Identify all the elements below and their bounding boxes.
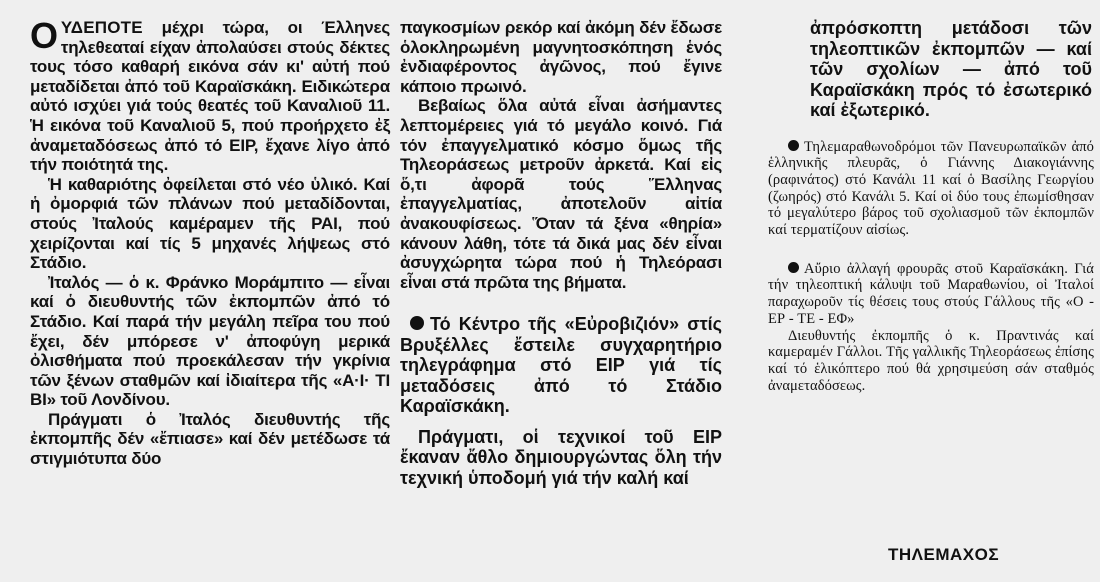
lead-text: μέχρι τώρα, οι Έλληνες τηλεθεαταί είχαν ἀπολαύσει στούς δέκτες τους τόσο καθαρή εικόνα σάν κι' αὐτή πού μεταδίδεται ἀπό τοῦ Καραϊσκάκη. Ειδικώτερα αὐτό ισχύει γιά τούς θεατές τοῦ Καναλιοῦ 11. Ἡ εικόνα τοῦ Καναλιοῦ 5, πού προήρχετο ἐξ ἀναμεταδόσεως ἀπό τό ΕΙΡ, ἔχανε λίγο ἀπό τήν ποιότητά της. — [30, 18, 390, 175]
bullet-icon — [788, 140, 799, 151]
body-paragraph: Ἰταλός — ὁ κ. Φράνκο Μοράμπιτο — εἶναι καί ὁ διευθυντής τῶν ἐκπομπῶν ἀπό τό Στάδιο. Καί παρά τήν μεγάλη πεῖρα του πού ἔχει, δέν μπόρεσε ν' ἀποφύγη μερικά ὀλισθήματα πού προεκάλεσαν τήν γκρίνια τῶν ξένων σταθμῶν καί ἰδιαίτερα τῆς «Α·Ι· ΤΙ ΒΙ» τοῦ Λονδίνου. — [30, 272, 390, 410]
body-paragraph: Πράγματι ὁ Ἰταλός διευθυντής τῆς ἐκπομπῆς δέν «ἔπιασε» καί δέν μετέδωσε τά στιγμιότυπα δύο — [30, 409, 390, 469]
highlight-text: Τό Κέντρο τῆς «Εὐροβιζιόν» στίς Βρυξέλλες ἔστειλε συγχαρητήριο τηλεγράφημα στό ΕΙΡ γιά τίς μεταδόσεις ἀπό τό Στάδιο Καραϊσκάκη. — [400, 314, 722, 417]
column-3 — [768, 18, 1100, 394]
drop-cap: Ο — [30, 15, 58, 56]
column-1 — [30, 15, 390, 469]
lead-paragraph — [30, 15, 390, 175]
news-item-continued: Διευθυντής ἐκπομπῆς ὁ κ. Πραντινάς καί καμεραμέν Γάλλοι. Τῆς γαλλικῆς Τηλεοράσεως ἐπίσης καί τό ἑλικόπτερο πού θά χρησιμεύση σάν σταθμός ἀναμεταδόσεως. — [768, 327, 1094, 394]
news-item — [768, 139, 1094, 239]
news-item — [768, 261, 1094, 328]
bullet-icon — [410, 316, 424, 330]
highlight-paragraph — [400, 314, 722, 417]
column-2 — [400, 18, 722, 488]
column-3-lead — [768, 18, 1100, 121]
highlight-block — [400, 314, 722, 488]
lead-caps: ΥΔΕΠΟΤΕ — [60, 18, 143, 37]
column-3-body — [768, 139, 1100, 395]
body-paragraph: Βεβαίως ὅλα αὐτά εἶναι ἀσήμαντες λεπτομέρειες γιά τό μεγάλο κοινό. Γιά τόν ἐπαγγελματικό κόσμο ὅμως τῆς Τηλεοράσεως μετροῦν ἀρκετά. Καί εἰς ὅ,τι ἀφορᾶ τούς Ἕλληνας ἐπαγγελματίας, ἀποτελοῦν αἰτία ἀνακουφίσεως. Ὅταν τά ξένα «θηρία» κάνουν λάθη, τότε τά δικά μας δέν εἶναι ἀσυγχώρητα τώρα πού ἡ Τηλεόρασι εἶναι στά πρῶτα της βήματα. — [400, 96, 722, 292]
author-signature: ΤΗΛΕΜΑΧΟΣ — [888, 545, 1000, 564]
lead-text: ἀπρόσκοπτη μετάδοσι τῶν τηλεοπτικῶν ἐκπομπῶν — καί τῶν σχολίων — ἀπό τοῦ Καραϊσκάκη πρός τό ἐσωτερικό καί ἐξωτερικό. — [810, 18, 1092, 120]
bullet-icon — [788, 262, 799, 273]
body-paragraph: παγκοσμίων ρεκόρ καί ἀκόμη δέν ἔδωσε ὁλοκληρωμένη μαγνητοσκόπηση ἑνός ἐνδιαφέροντος ἀγῶνος, πού ἔγινε κάποιο πρωινό. — [400, 18, 722, 96]
highlight-paragraph: Πράγματι, οἱ τεχνικοί τοῦ ΕΙΡ ἔκαναν ἄθλο δημιουργώντας ὅλη τήν τεχνική ὑποδομή γιά τήν καλή καί — [400, 426, 722, 488]
news-item-text: Αὔριο ἀλλαγή φρουρᾶς στοῦ Καραϊσκάκη. Γιά τήν τηλεοπτική κάλυψι τοῦ Μαραθωνίου, οἱ Ἰταλοί παραχωροῦν τίς θέσεις τους στούς Γάλλους τῆς «Ο - ΕΡ - ΤΕ - ΕΦ» — [768, 260, 1094, 327]
column-2-body — [400, 18, 722, 292]
news-item-text: Τηλεμαραθωνοδρόμοι τῶν Πανευρωπαϊκῶν ἀπό ἑλληνικῆς πλευρᾶς, ὁ Γιάννης Διακογιάννης (ραφινάτος) στό Κανάλι 11 καί ὁ Βασίλης Γεωργίου (ζωηρός) στό Κανάλι 5. Καί οἱ δύο τους ἐπωμίσθησαν τό μεγαλύτερο βάρος τοῦ σχολιασμοῦ τῶν ἐκπομπῶν καί τερματίζουν αἰσίως. — [768, 138, 1094, 239]
body-paragraph: Ἡ καθαριότης ὀφείλεται στό νέο ὑλικό. Καί ἡ ὀμορφιά τῶν πλάνων πού μεταδίδονται, στούς Ἰταλούς καμέραμεν τῆς ΡΑΙ, πού χειρίζονται καί τίς 5 μηχανές λήψεως στό Στάδιο. — [30, 174, 390, 273]
